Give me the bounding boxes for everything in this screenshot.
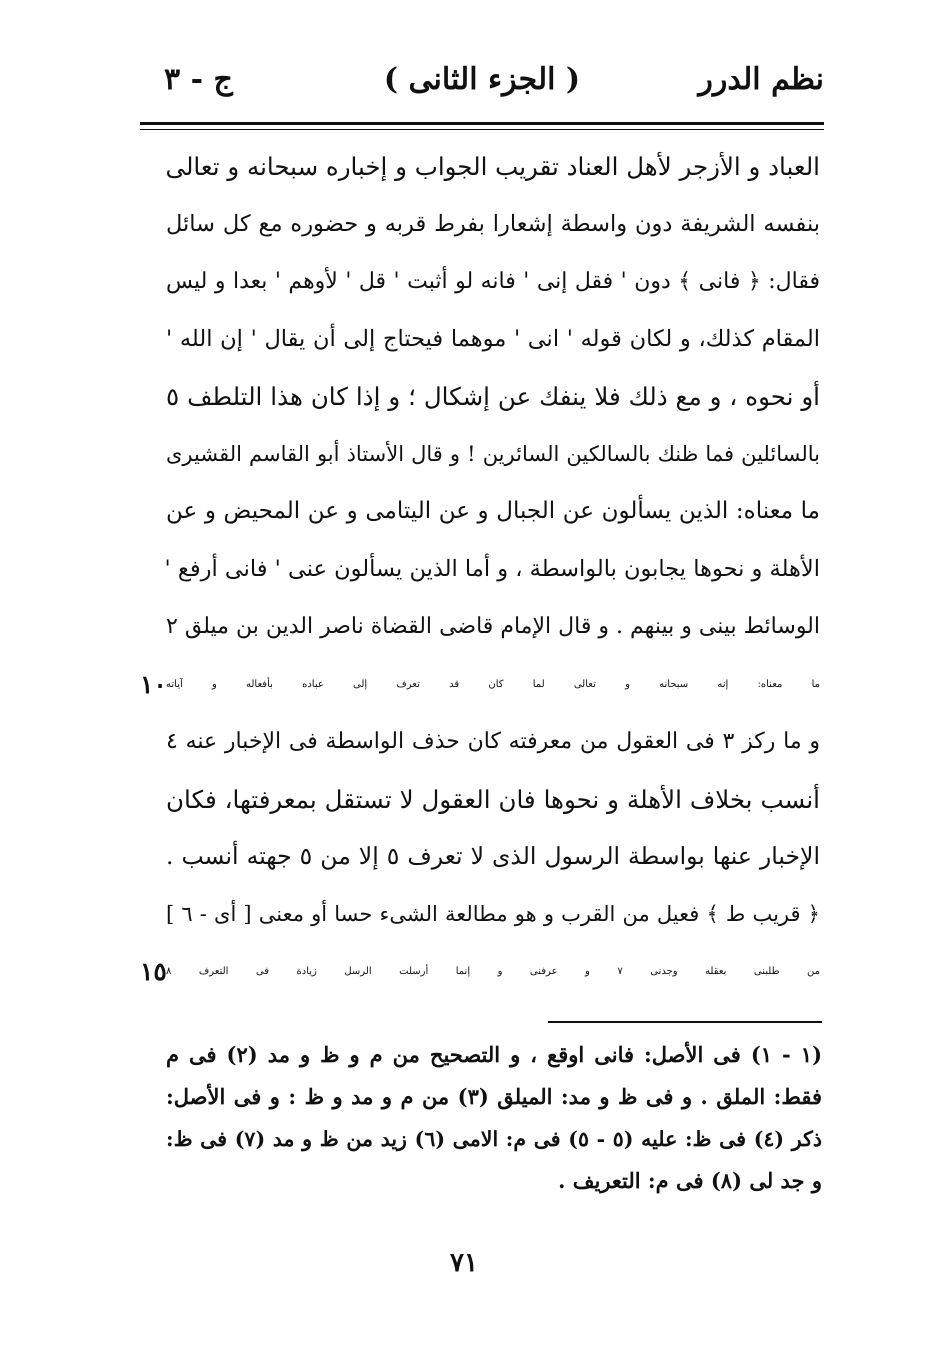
line-text: و ما ركز ٣ فى العقول من معرفته كان حذف الواسطة فى الإخبار عنه ٤ [166, 729, 821, 754]
line-text: ﴿ قريب ط ﴾ فعيل من القرب و هو مطالعة الشىء حسا أو معنى [ أى - ٦ ] [166, 901, 820, 926]
part-label: ( الجزء الثانى ) [383, 62, 581, 97]
line-text: من طلبنى بعقله وجدنى ٧ و عرفنى و إنما أرسلت الرسل زيادة فى التعرف ٨ [166, 966, 820, 977]
text-line [166, 713, 820, 771]
text-line [140, 656, 820, 714]
line-text: بالسائلين فما ظنك بالسالكين السائرين ! و قال الأستاذ أبو القاسم القشيرى [166, 441, 820, 466]
line-text: العباد و الأزجر لأهل العناد تقريب الجواب و إخباره سبحانه و تعالى [165, 152, 820, 181]
line-number: ١٥ [140, 957, 167, 986]
footnote-line: فقط: الملق . و فى ظ و مد: الميلق (٣) من م و مد و ظ : و فى الأصل: [166, 1084, 822, 1109]
line-text: الأهلة و نحوها يجابون بالواسطة ، و أما الذين يسألون عنى ' فانى أرفع ' [164, 555, 820, 582]
footnote-line: (١ - ١) فى الأصل: فانى اوقع ، و التصحيح من م و ظ و مد (٢) فى م [166, 1042, 822, 1067]
line-text: المقام كذلك، و لكان قوله ' انى ' موهما فيحتاج إلى أن يقال ' إن الله ' [166, 325, 820, 352]
line-text: ما معناه: إنه سبحانه و تعالى لما كان قد تعرف إلى عباده بأفعاله و آياته [166, 678, 820, 690]
footnote-line: ذكر (٤) فى ظ: عليه (٥ - ٥) فى م: الامى (٦) زيد من ظ و مد (٧) فى ظ: [166, 1127, 822, 1151]
text-line [166, 368, 820, 426]
text-line [140, 943, 820, 1001]
volume-ref: ج - ٣ [164, 62, 233, 97]
line-text: أنسب بخلاف الأهلة و نحوها فان العقول لا تستقل بمعرفتها، فكان [166, 784, 820, 814]
book-title: نظم الدرر [698, 62, 824, 97]
text-line [166, 541, 820, 599]
text-line [166, 426, 820, 484]
text-line [166, 886, 820, 944]
footnote-rule [548, 1021, 822, 1023]
text-line [166, 828, 820, 886]
line-number: ١٠ [140, 669, 167, 699]
text-line [166, 138, 820, 196]
page-header [140, 62, 824, 112]
text-line [166, 483, 820, 541]
header-rule-thick [140, 122, 824, 125]
footnotes [166, 1034, 822, 1202]
line-text: أو نحوه ، و مع ذلك فلا ينفك عن إشكال ؛ و إذا كان هذا التلطف ٥ [166, 382, 820, 411]
main-text [140, 138, 821, 1001]
text-line [166, 311, 820, 369]
text-line [166, 253, 820, 311]
text-line [166, 196, 820, 254]
text-line [166, 771, 820, 829]
line-text: الإخبار عنها بواسطة الرسول الذى لا تعرف ٥ إلا من ٥ جهته أنسب . [166, 842, 820, 870]
page-number: ٧١ [450, 1248, 478, 1278]
line-text: الوسائط بينى و بينهم . و قال الإمام قاضى القضاة ناصر الدين بن ميلق ٢ [166, 614, 820, 639]
line-text: ما معناه: الذين يسألون عن الجبال و عن اليتامى و عن المحيض و عن [166, 498, 820, 524]
line-text: فقال: ﴿ فانى ﴾ دون ' فقل إنى ' فانه لو أثبت ' قل ' لأوهم ' بعدا و ليس [166, 269, 820, 294]
header-rule-thin [140, 129, 824, 130]
footnote-line: و جد لى (٨) فى م: التعريف . [558, 1168, 822, 1193]
line-text: بنفسه الشريفة دون واسطة إشعارا بفرط قربه و حضوره مع كل سائل [166, 210, 820, 237]
text-line [166, 598, 820, 656]
